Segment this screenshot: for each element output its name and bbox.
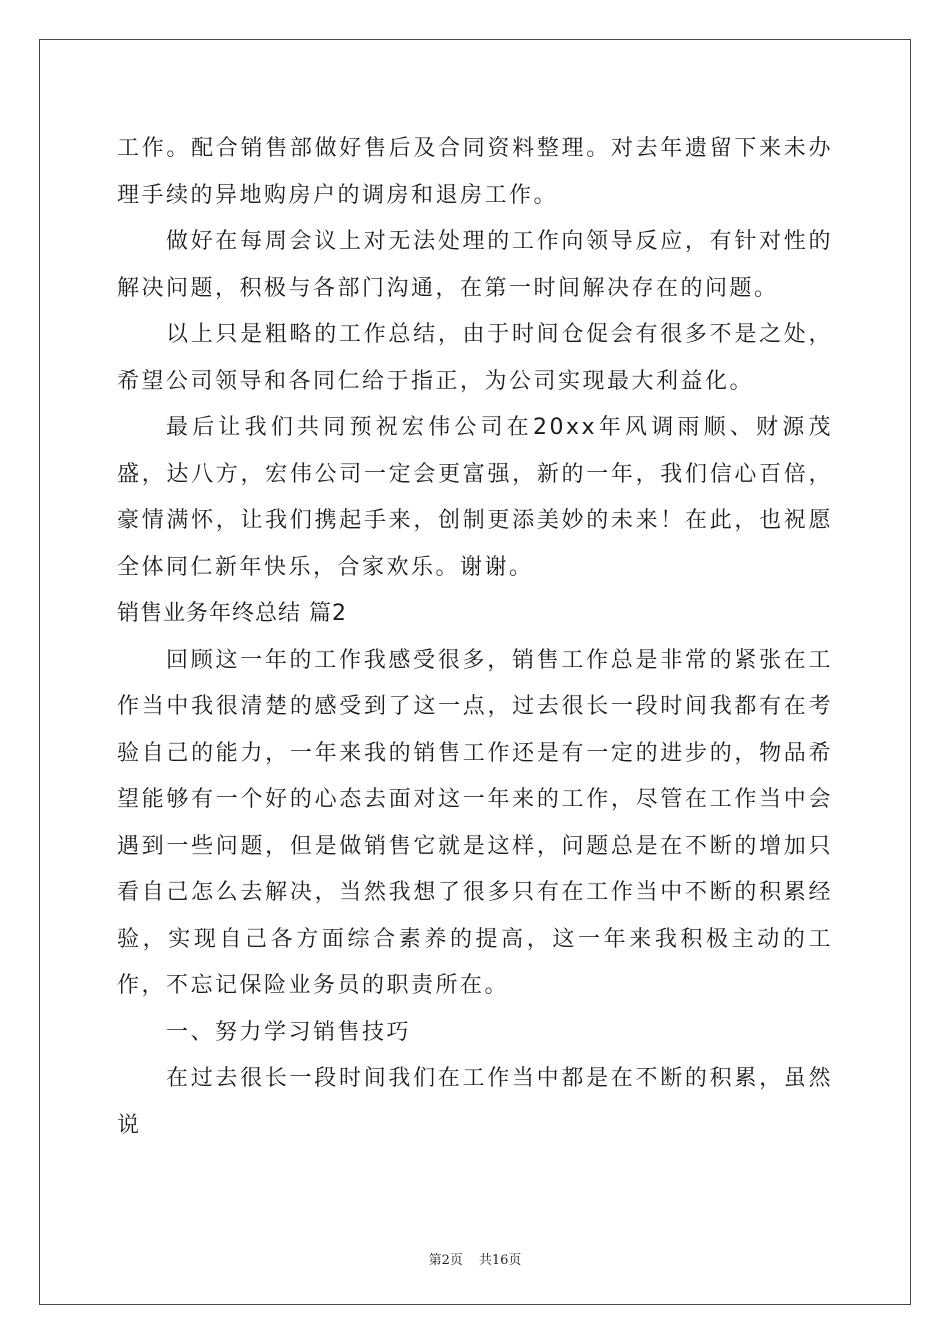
page-footer bbox=[0, 1249, 950, 1268]
paragraph-6: 在过去很长一段时间我们在工作当中都是在不断的积累，虽然说 bbox=[117, 1066, 833, 1138]
document-body bbox=[117, 126, 833, 1149]
paragraph-3: 以上只是粗略的工作总结，由于时间仓促会有很多不是之处，希望公司领导和各同仁给于指正，为公司实现最大利益化。 bbox=[117, 322, 833, 394]
paragraph-1: 工作。配合销售部做好售后及合同资料整理。对去年遗留下来未办理手续的异地购房户的调房和退房工作。 bbox=[117, 136, 833, 208]
subheading: 一、努力学习销售技巧 bbox=[166, 1019, 412, 1045]
page-number: 第2页 bbox=[428, 1253, 463, 1268]
page-total: 共16页 bbox=[478, 1253, 522, 1268]
paragraph-2: 做好在每周会议上对无法处理的工作向领导反应，有针对性的解决问题，积极与各部门沟通，在第一时间解决存在的问题。 bbox=[117, 229, 833, 301]
section-heading: 销售业务年终总结 篇2 bbox=[117, 601, 347, 626]
paragraph-4: 最后让我们共同预祝宏伟公司在20xx年风调雨顺、财源茂盛，达八方，宏伟公司一定会更富强，新的一年，我们信心百倍，豪情满怀，让我们携起手来，创制更添美妙的未来！在此，也祝愿全体同仁新年快乐，合家欢乐。谢谢。 bbox=[117, 415, 833, 580]
paragraph-5: 回顾这一年的工作我感受很多，销售工作总是非常的紧张在工作当中我很清楚的感受到了这一点，过去很长一段时间我都有在考验自己的能力，一年来我的销售工作还是有一定的进步的，物品希望能够有一个好的心态去面对这一年来的工作，尽管在工作当中会遇到一些问题，但是做销售它就是这样，问题总是在不断的增加只看自己怎么去解决，当然我想了很多只有在工作当中不断的积累经验，实现自己各方面综合素养的提高，这一年来我积极主动的工作，不忘记保险业务员的职责所在。 bbox=[117, 647, 833, 998]
